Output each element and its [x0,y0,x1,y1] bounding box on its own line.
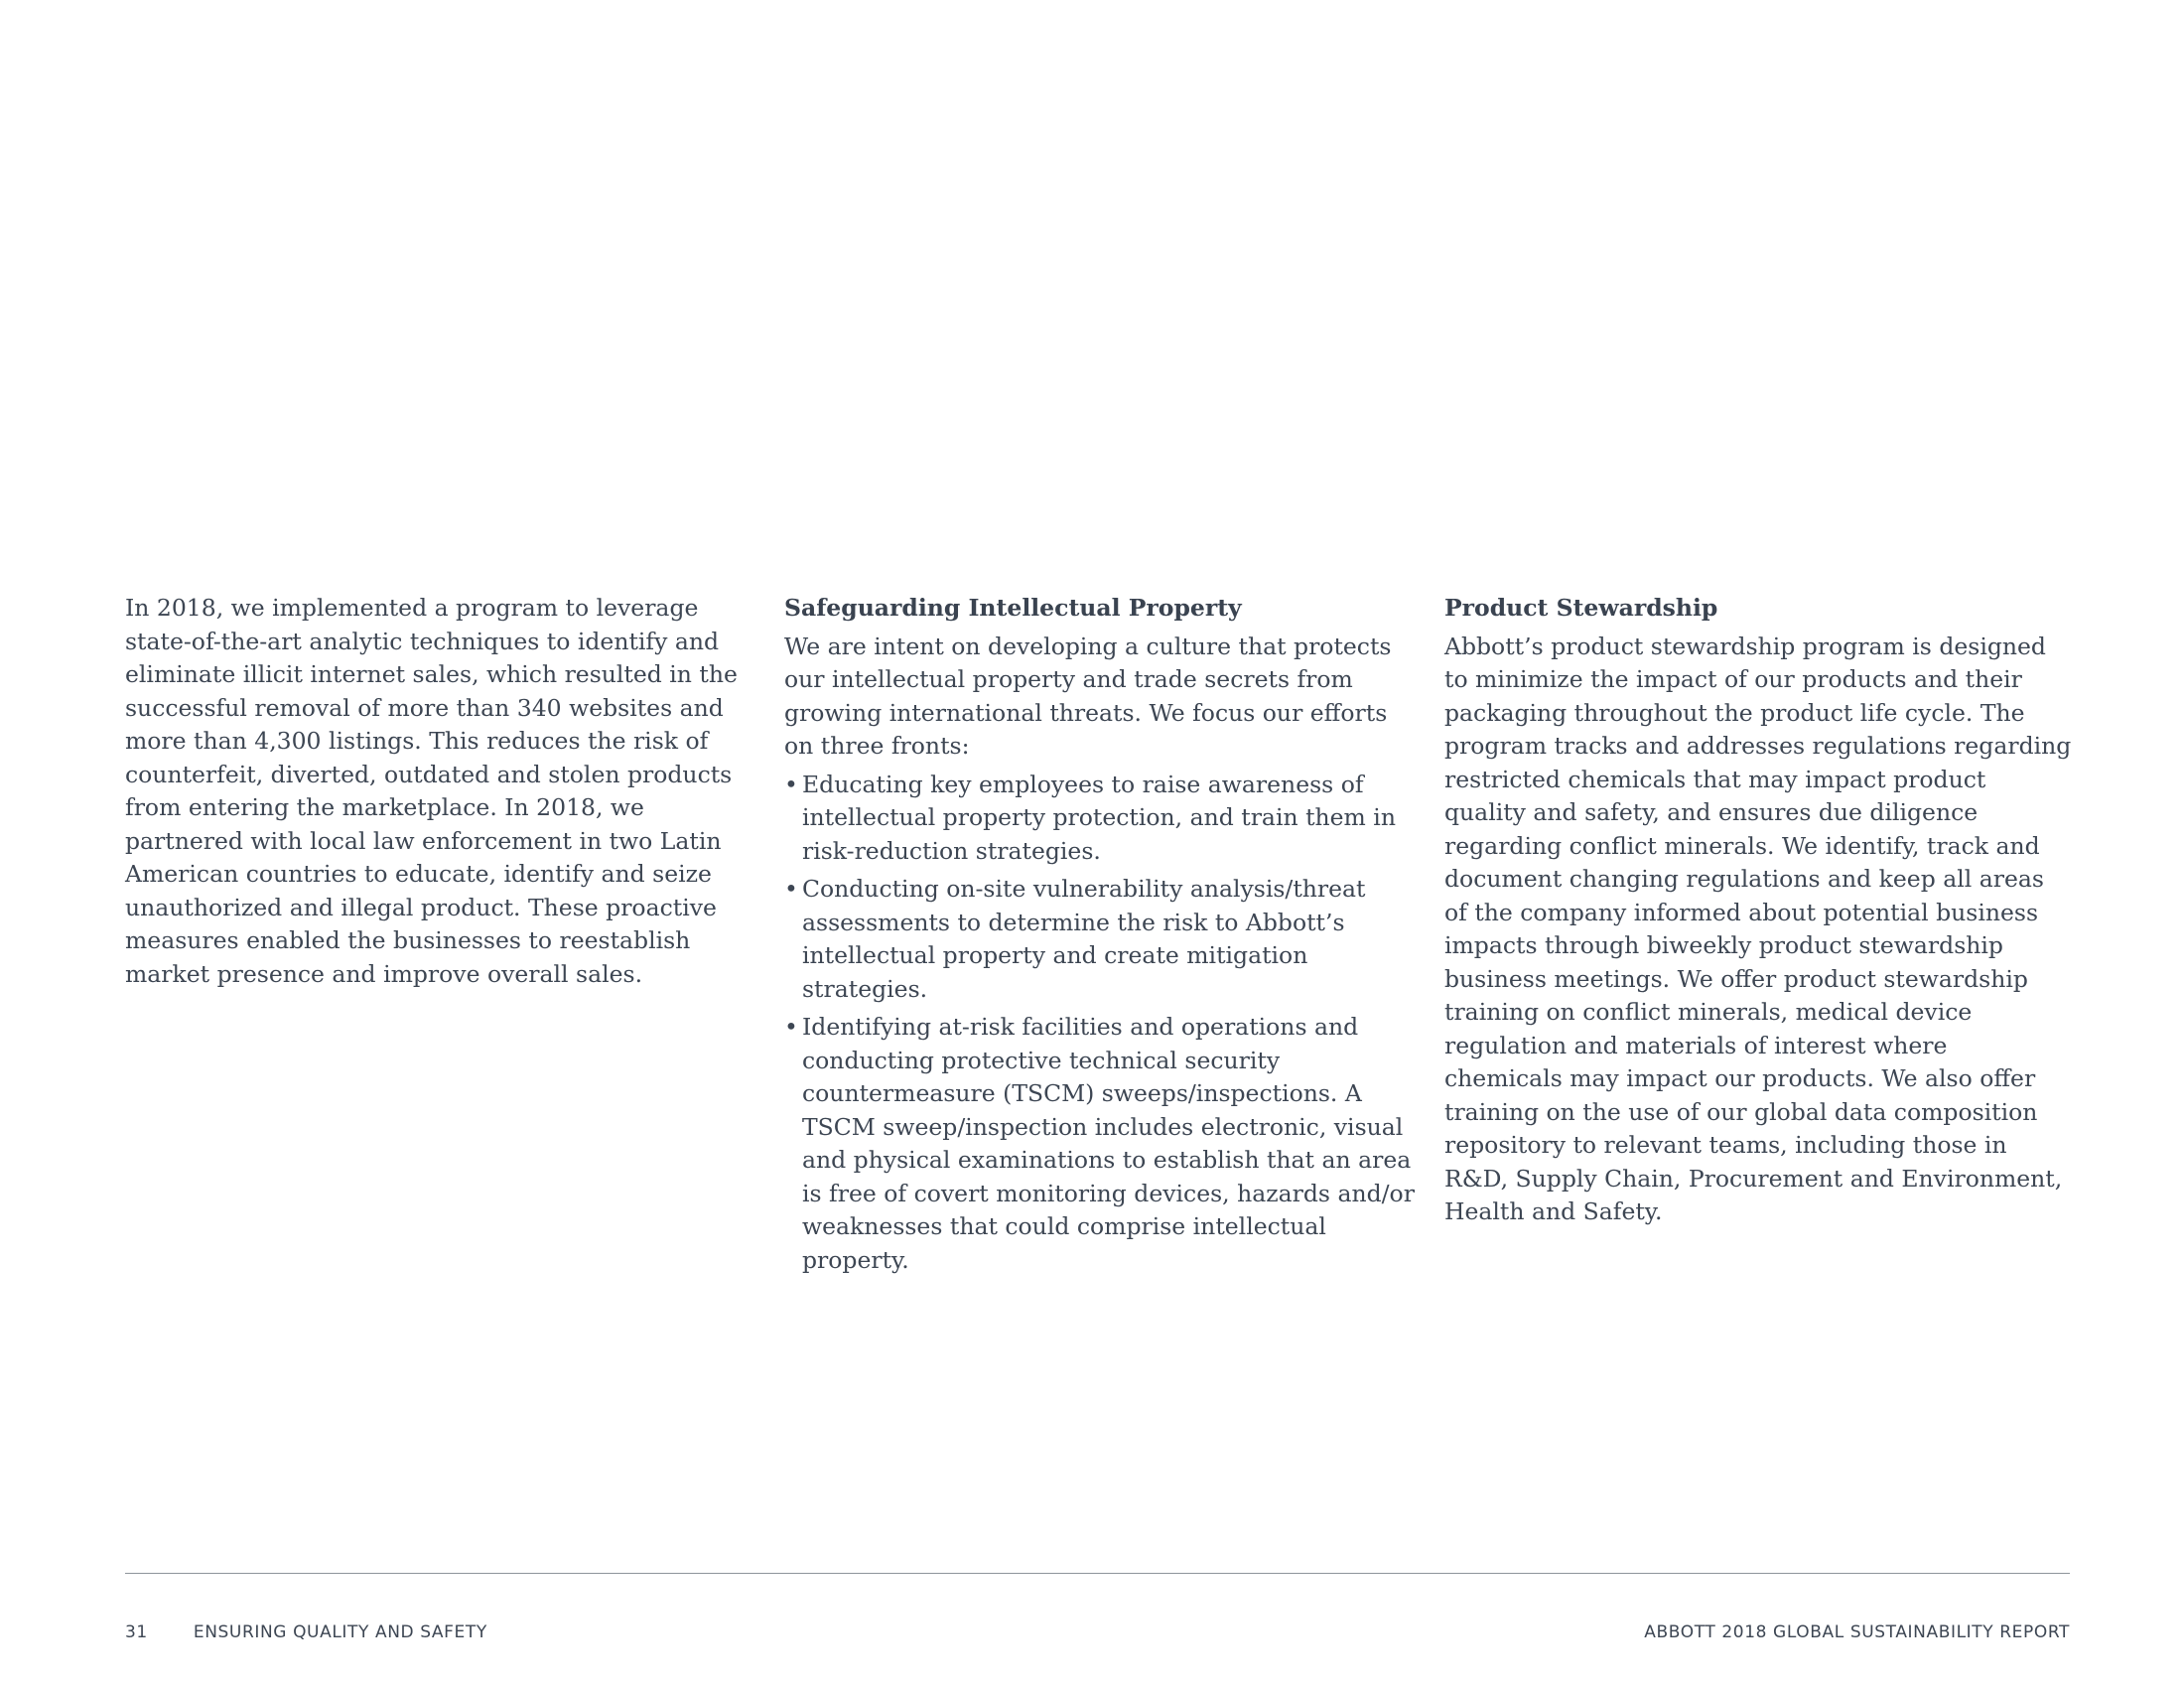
bullet-marker: • [784,875,798,903]
list-item [784,769,1420,869]
footer-left [125,1622,487,1642]
page-number: 31 [125,1622,148,1642]
report-title: ABBOTT 2018 GLOBAL SUSTAINABILITY REPORT [1644,1622,2070,1642]
bullet-marker: • [784,770,798,798]
list-item [784,1011,1420,1277]
list-item-text: Conducting on-site vulnerability analysis/threat assessments to determine the risk to Abbott’s intellectual property and create mitigation strategies. [802,875,1366,1003]
ip-fronts-list [784,769,1420,1278]
right-column [1444,592,2072,1229]
list-item-text: Identifying at-risk facilities and operations and conducting protective technical security countermeasure (TSCM) sweeps/inspections. A TSCM sweep/inspection includes electronic, visual and physical examinations to establish that an area is free of covert monitoring devices, hazards and/or weaknesses that could comprise intellectual property. [802,1013,1415,1274]
stewardship-paragraph: Abbott’s product stewardship program is designed to minimize the impact of our products and their packaging throughout the product life cycle. The program tracks and addresses regulations regarding restricted chemicals that may impact product quality and safety, and ensures due diligence regarding conflict minerals. We identify, track and document changing regulations and keep all areas of the company informed about potential business impacts through biweekly product stewardship business meetings. We offer product stewardship training on conflict minerals, medical device regulation and materials of interest where chemicals may impact our products. We also offer training on the use of our global data composition repository to relevant teams, including those in R&D, Supply Chain, Procurement and Environment, Health and Safety. [1444,632,2072,1225]
list-item [784,873,1420,1006]
stewardship-section-heading: Product Stewardship [1444,594,1718,622]
list-item-text: Educating key employees to raise awareness of intellectual property protection, and train them in risk-reduction strategies. [802,770,1396,865]
ip-section-heading: Safeguarding Intellectual Property [784,594,1242,622]
section-title: ENSURING QUALITY AND SAFETY [193,1622,487,1642]
counterfeit-program-paragraph: In 2018, we implemented a program to leverage state-of-the-art analytic techniques to identify and eliminate illicit internet sales, which resulted in the successful removal of more than 340 websites and more than 4,300 listings. This reduces the risk of counterfeit, diverted, outdated and stolen products from entering the marketplace. In 2018, we partnered with local law enforcement in two Latin American countries to educate, identify and seize unauthorized and illegal product. These proactive measures enabled the businesses to reestablish market presence and improve overall sales. [125,594,738,988]
ip-intro-paragraph: We are intent on developing a culture that protects our intellectual property and trade secrets from growing international threats. We focus our efforts on three fronts: [784,632,1392,760]
middle-column [784,592,1420,1277]
left-column [125,592,743,991]
bullet-marker: • [784,1013,798,1041]
footer-divider [125,1573,2070,1574]
